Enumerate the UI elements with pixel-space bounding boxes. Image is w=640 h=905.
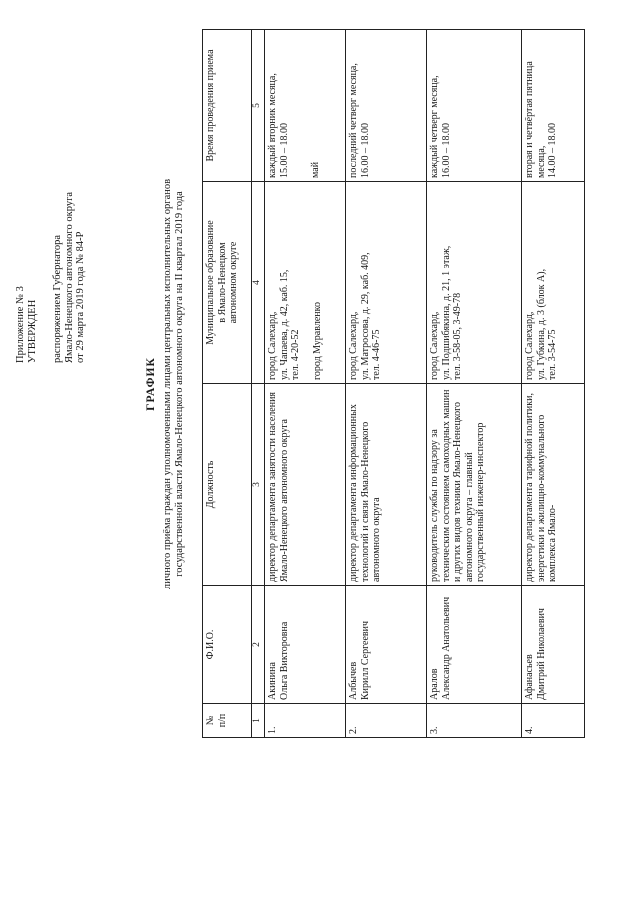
approval-stamp bbox=[15, 192, 87, 363]
official-position: директор департамента информационных технологий и связи Ямало-Ненецкого автономного округа bbox=[346, 384, 427, 586]
municipality-address: город Салехард, ул. Чапаева, д. 42, каб. 15, тел. 4-20-52 bbox=[267, 269, 301, 380]
table-row bbox=[427, 30, 522, 738]
header-name: Ф.И.О. bbox=[203, 586, 252, 704]
date-line: от 29 марта 2019 года № 84-Р bbox=[75, 231, 86, 363]
official-position: руководитель службы по надзору за техническим состоянием самоходных машин и других видов техники Ямало-Ненецкого автономного округа – главный государственный инженер-инспектор bbox=[427, 384, 522, 586]
column-number: 3 bbox=[252, 384, 265, 586]
header-municipality: Муниципальное образование в Ямало-Ненецком автономном округе bbox=[203, 182, 252, 384]
municipality-address: город Салехард, ул. Подшибякина, д. 21, 1 этаж, тел. 3-58-05, 3-49-78 bbox=[427, 182, 522, 384]
reception-time: последний четверг месяца, 16.00 – 18.00 bbox=[346, 30, 427, 182]
column-number: 5 bbox=[252, 30, 265, 182]
reception-month: май bbox=[310, 161, 321, 178]
table-row bbox=[346, 30, 427, 738]
header-time: Время проведения приема bbox=[203, 30, 252, 182]
subtitle-line-1: личного приёма граждан уполномоченными лицами центральных исполнительных органов bbox=[162, 178, 173, 590]
header-position: Должность bbox=[203, 384, 252, 586]
column-number: 4 bbox=[252, 182, 265, 384]
region-line: Ямало-Ненецкого автономного округа bbox=[63, 191, 75, 363]
official-name: Афанасьев Дмитрий Николаевич bbox=[522, 586, 585, 704]
official-name: Аралов Александр Анатольевич bbox=[427, 586, 522, 704]
header-number: № п/п bbox=[203, 704, 252, 738]
official-position: директор департамента тарифной политики, энергетики и жилищно-коммунального комплекса Ямало- bbox=[522, 384, 585, 586]
official-position: директор департамента занятости населения Ямало-Ненецкого автономного округа bbox=[265, 384, 346, 586]
header-row bbox=[203, 30, 252, 738]
row-number: 2. bbox=[346, 704, 427, 738]
official-name: Албычев Кирилл Сергеевич bbox=[346, 586, 427, 704]
document-title: ГРАФИК bbox=[145, 357, 157, 411]
time-cell bbox=[265, 30, 346, 182]
column-number-row bbox=[252, 30, 265, 738]
table-row bbox=[265, 30, 346, 738]
municipality-address: город Салехард, ул. Губкина, д. 3 (блок А), тел. 3-54-75 bbox=[522, 182, 585, 384]
appendix-line: Приложение № 3 bbox=[15, 286, 26, 363]
municipality-cell bbox=[265, 182, 346, 384]
document-subtitle bbox=[162, 30, 186, 738]
column-number: 2 bbox=[252, 586, 265, 704]
table-row bbox=[522, 30, 585, 738]
order-line: распоряжением Губернатора bbox=[52, 235, 63, 363]
reception-time: каждый вторник месяца, 15.00 – 18.00 bbox=[267, 73, 290, 178]
schedule-table bbox=[202, 29, 585, 738]
subtitle-line-2: государственной власти Ямало-Ненецкого автономного округа на II квартал 2019 года bbox=[174, 191, 185, 577]
row-number: 3. bbox=[427, 704, 522, 738]
municipality-extra: город Муравленко bbox=[311, 302, 323, 380]
official-name: Акинина Ольга Викторовна bbox=[265, 586, 346, 704]
landscape-sheet bbox=[15, 30, 600, 738]
reception-time: каждый четверг месяца, 16.00 – 18.00 bbox=[427, 30, 522, 182]
reception-time: вторая и четвёртая пятница месяца, 14.00 – 18.00 bbox=[522, 30, 585, 182]
municipality-address: город Салехард, ул. Матросова, д. 29, каб. 409, тел. 4-46-75 bbox=[346, 182, 427, 384]
row-number: 1. bbox=[265, 704, 346, 738]
row-number: 4. bbox=[522, 704, 585, 738]
column-number: 1 bbox=[252, 704, 265, 738]
approved-line: УТВЕРЖДЕН bbox=[26, 299, 38, 363]
